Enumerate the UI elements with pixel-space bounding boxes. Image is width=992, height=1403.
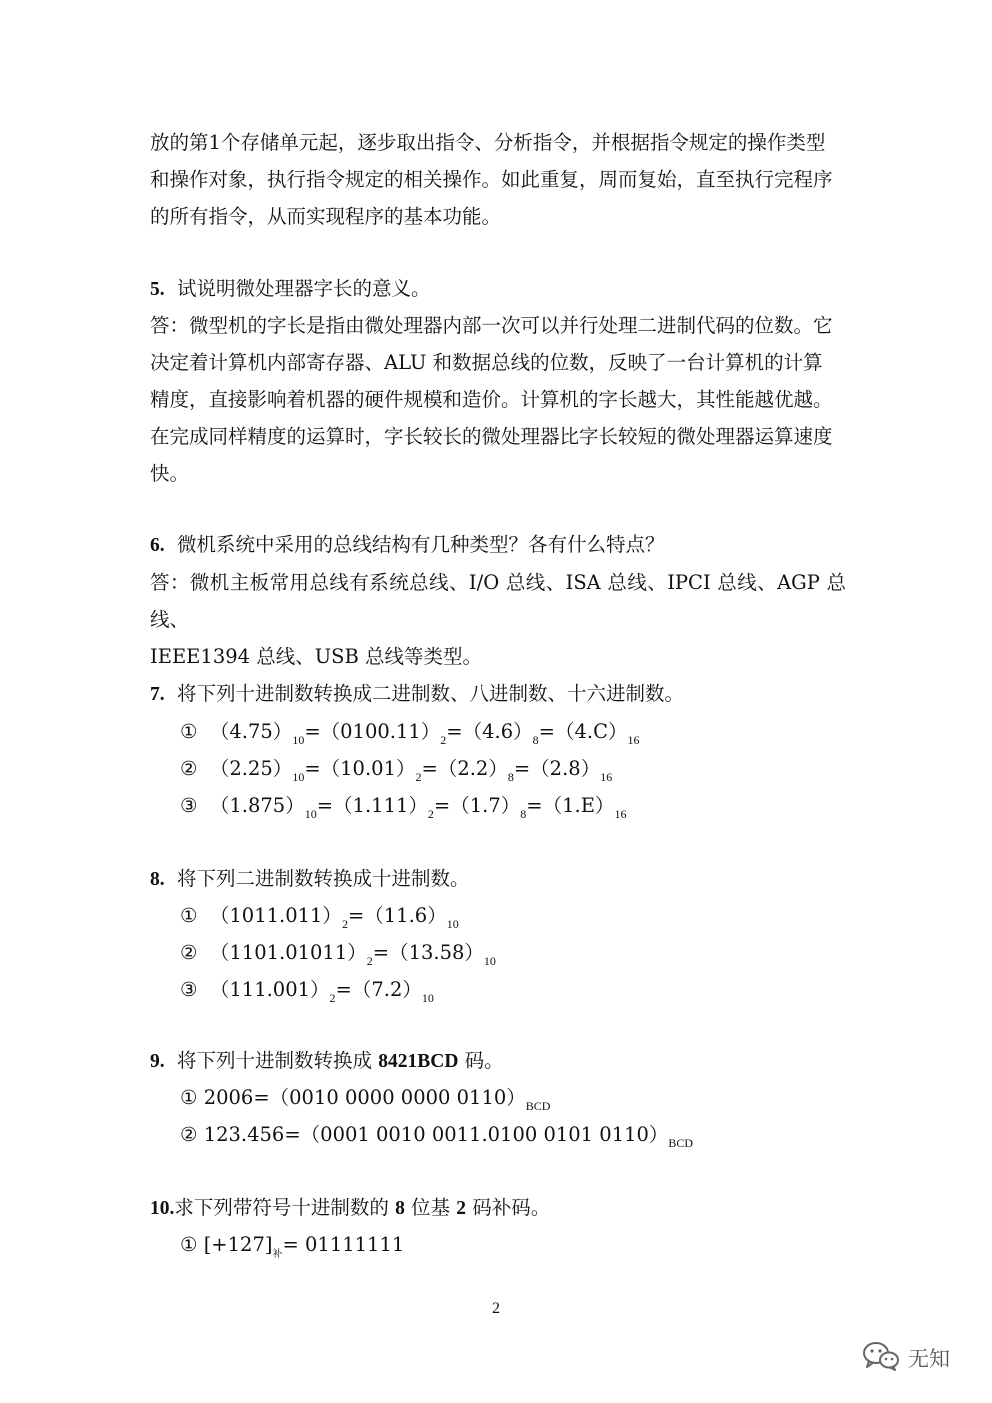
answer-6 <box>150 564 846 675</box>
text-line: 答：微机主板常用总线有系统总线、I/O 总线、ISA 总线、IPCI 总线、AGP 总线、 <box>150 571 846 631</box>
text-line: 放的第1个存储单元起，逐步取出指令、分析指令，并根据指令规定的操作类型 <box>150 131 826 154</box>
watermark <box>862 1340 950 1376</box>
question-number: 6. <box>150 535 165 556</box>
text-line: 精度，直接影响着机器的硬件规模和造价。计算机的字长越大，其性能越优越。 <box>150 388 833 411</box>
text-line: 快。 <box>150 462 190 485</box>
binary-item-2: ② $(1101.01011)_2=(13.58)_{10}$ <box>180 941 496 968</box>
text-line: 答：微型机的字长是指由微处理器内部一次可以并行处理二进制代码的位数。它 <box>150 314 833 337</box>
question-text: 微机系统中采用的总线结构有几种类型？各有什么特点？ <box>177 533 665 556</box>
text-line: 在完成同样精度的运算时，字长较长的微处理器比字长较短的微处理器运算速度 <box>150 425 833 448</box>
bcd-item-2: ② 123.456=（0001 0010 0011.0100 0101 $0110)_{BCD}$ <box>180 1123 694 1150</box>
question-10: 10.求下列带符号十进制数的 8 位基 2 码补码。 <box>150 1196 551 1219</box>
text-line: 和操作对象，执行指令规定的相关操作。如此重复，周而复始，直至执行完程序 <box>150 168 833 191</box>
conversion-item-1: ① $(4.75)_{10}=(0100.11)_2=(4.6)_8=(4.C)_{16}$ <box>180 720 640 747</box>
question-text: 将下列二进制数转换成十进制数。 <box>177 867 470 890</box>
question-number: 10. <box>150 1198 175 1219</box>
question-5 <box>150 270 846 308</box>
conversion-item-3: ③ $(1.875)_{10}=(1.111)_2=(1.7)_8=(1.E)_{16}$ <box>180 794 627 821</box>
binary-item-1: ① $(1011.011)_2=(11.6)_{10}$ <box>180 904 459 931</box>
text-line: 的所有指令，从而实现程序的基本功能。 <box>150 205 502 228</box>
wechat-icon <box>862 1340 900 1376</box>
question-number: 9. <box>150 1051 165 1072</box>
question-text: 将下列十进制数转换成二进制数、八进制数、十六进制数。 <box>177 682 685 705</box>
intro-paragraph <box>150 124 846 235</box>
question-9: 9. 将下列十进制数转换成 8421BCD 码。 <box>150 1049 504 1072</box>
question-number: 7. <box>150 684 165 705</box>
binary-item-3: ③ $(111.001)_2=(7.2)_{10}$ <box>180 978 434 1005</box>
question-6 <box>150 526 846 564</box>
page-number: 2 <box>492 1300 500 1317</box>
question-7 <box>150 675 846 713</box>
text-line: IEEE1394 总线、USB 总线等类型。 <box>150 645 483 668</box>
question-8 <box>150 860 846 898</box>
watermark-text: 无知 <box>908 1347 950 1371</box>
complement-item-1: ① $[+127]_补= 01111111$ <box>180 1233 405 1260</box>
question-number: 8. <box>150 869 165 890</box>
conversion-item-2: ② $(2.25)_{10}=(10.01)_2=(2.2)_8=(2.8)_{16}$ <box>180 757 613 784</box>
question-text: 试说明微处理器字长的意义。 <box>177 277 431 300</box>
answer-5 <box>150 307 846 492</box>
bcd-item-1: ① 2006=（0010 0000 0000 $0110)_{BCD}$ <box>180 1086 551 1113</box>
question-number: 5. <box>150 279 165 300</box>
text-line: 决定着计算机内部寄存器、ALU 和数据总线的位数，反映了一台计算机的计算 <box>150 351 823 374</box>
